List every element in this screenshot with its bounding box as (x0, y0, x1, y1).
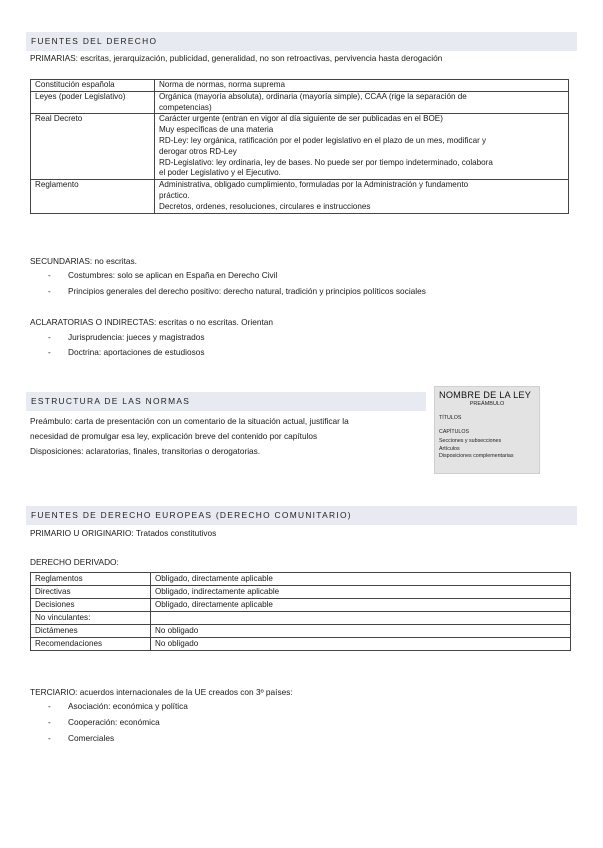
aclaratorias-text: ACLARATORIAS O INDIRECTAS: escritas o no escritas. Orientan (30, 317, 273, 327)
figure-item: Secciones y subsecciones (439, 438, 502, 444)
table-row (31, 180, 569, 213)
figure-capitulos: CAPÍTULOS (439, 429, 470, 435)
list-item: - Asociación: económica y política (48, 701, 188, 711)
terciario-text: TERCIARIO: acuerdos internacionales de la UE creados con 3º países: (30, 687, 293, 697)
figure-titulos: TÍTULOS (439, 415, 462, 421)
table-row: No vinculantes: (31, 612, 571, 625)
table-cell-label: Leyes (poder Legislativo) (31, 91, 155, 114)
list-item: - Cooperación: económica (48, 717, 160, 727)
list-item: - Costumbres: solo se aplican en España en Derecho Civil (48, 270, 278, 280)
table-row: Reglamentos Obligado, directamente aplicable (31, 573, 571, 586)
law-structure-figure (434, 386, 540, 474)
section-header-europeas: FUENTES DE DERECHO EUROPEAS (DERECHO COMUNITARIO) (26, 506, 577, 525)
figure-item: Artículos (439, 445, 460, 452)
derecho-derivado-table (30, 572, 571, 651)
secundarias-text: SECUNDARIAS: no escritas. (30, 256, 137, 266)
list-item: - Jurisprudencia: jueces y magistrados (48, 332, 205, 342)
section-header-fuentes: FUENTES DEL DERECHO (26, 32, 577, 51)
section-header-estructura: ESTRUCTURA DE LAS NORMAS (26, 392, 426, 411)
primario-text: PRIMARIO U ORIGINARIO: Tratados constitutivos (30, 528, 217, 538)
table-cell-value: Orgánica (mayoría absoluta), ordinaria (mayoría simple), CCAA (rige la separación de competencias) (155, 91, 569, 114)
figure-subtitle: PREÁMBULO (469, 401, 505, 407)
table-cell-value: Norma de normas, norma suprema (155, 80, 569, 92)
table-row: Directivas Obligado, indirectamente aplicable (31, 586, 571, 599)
table-row: Dictámenes No obligado (31, 625, 571, 638)
table-cell-label: Real Decreto (31, 114, 155, 180)
list-item: - Comerciales (48, 733, 115, 743)
table-row: Recomendaciones No obligado (31, 638, 571, 651)
fuentes-table (30, 79, 569, 214)
table-cell-label: Reglamento (31, 180, 155, 213)
figure-title: NOMBRE DE LA LEY (439, 390, 532, 400)
table-row (31, 91, 569, 114)
list-item: - Principios generales del derecho positivo: derecho natural, tradición y principios políticos sociales (48, 286, 426, 296)
estructura-line: Disposiciones: aclaratorias, finales, transitorias o derogatorias. (30, 446, 261, 456)
estructura-line: necesidad de promulgar esa ley, explicación breve del contenido por capítulos (30, 431, 318, 441)
estructura-line: Preámbulo: carta de presentación con un comentario de la situación actual, justificar la (30, 416, 349, 426)
table-row: Decisiones Obligado, directamente aplicable (31, 599, 571, 612)
table-row (31, 80, 569, 92)
list-item: - Doctrina: aportaciones de estudiosos (48, 347, 205, 357)
table-cell-label: Constitución española (31, 80, 155, 92)
figure-item: Disposiciones complementarias (439, 453, 514, 459)
derivado-text: DERECHO DERIVADO: (30, 557, 119, 567)
table-cell-value: Carácter urgente (entran en vigor al día siguiente de ser publicadas en el BOE) Muy específicas de una materia RD-Ley: ley orgánica, ratificación por el poder legislativo en el plazo de un mes, modificar y derogar otros RD-Ley RD-Legislativo: ley ordinaria, ley de bases. No puede ser por tiempo indeterminado, colabora el poder Legislativo y el Ejecutivo. (155, 114, 569, 180)
table-row (31, 114, 569, 180)
table-cell-value: Administrativa, obligado cumplimiento, formuladas por la Administración y fundamento práctico. Decretos, ordenes, resoluciones, circulares e instrucciones (155, 180, 569, 213)
primarias-text: PRIMARIAS: escritas, jerarquización, publicidad, generalidad, no son retroactivas, pervivencia hasta derogación (30, 53, 443, 63)
